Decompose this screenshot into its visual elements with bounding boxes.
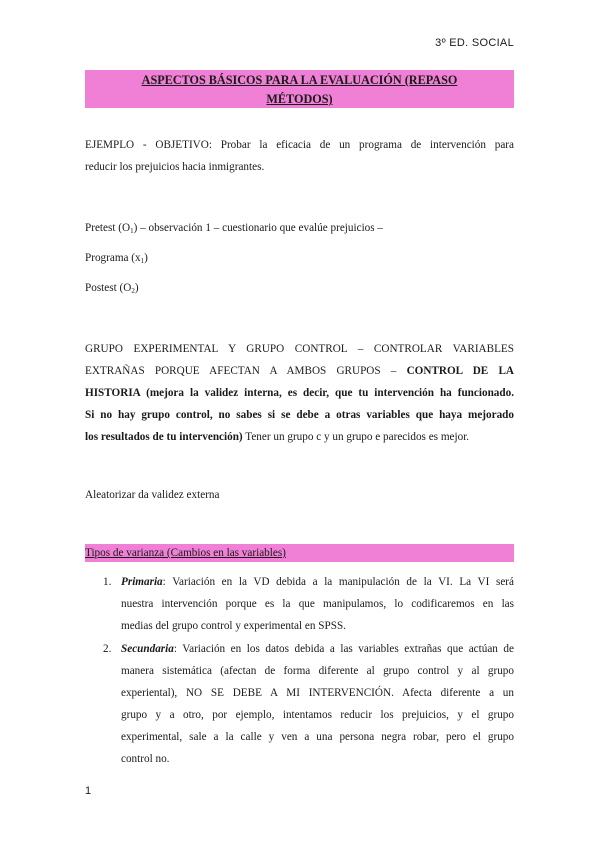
list-item-2-line-4: grupo y a otro, por ejemplo, intentamos reducir los prejuicios, y el grupo [121, 709, 514, 721]
section-heading [85, 544, 514, 562]
groups-line-5 [85, 426, 514, 448]
postest-label: Postest (O [85, 282, 132, 294]
pretest-label: Pretest (O [85, 222, 131, 234]
list-item-1-line-2: nuestra intervención porque es la que manipulamos, lo codificaremos en las [121, 598, 514, 610]
list-item-2-line-1-text: : Variación en los datos debida a las variables extrañas que actúan de [173, 643, 514, 655]
groups-line-2-bold: CONTROL DE LA [406, 365, 514, 377]
list-item-2-line-5: experimental, sale a la calle y ven a una persona negra robar, pero el grupo [121, 731, 514, 743]
title-line-1: ASPECTOS BÁSICOS PARA LA EVALUACIÓN (REPASO [141, 73, 458, 87]
pretest-line [85, 217, 514, 239]
groups-line-5-normal: Tener un grupo c y un grupo e parecidos es mejor. [242, 431, 470, 443]
randomize-note: Aleatorizar da validez externa [85, 489, 220, 501]
programa-label: Programa (x [85, 252, 141, 264]
list-item-1-line-1-text: : Variación en la VD debida a la manipulación de la VI. La VI será [162, 576, 514, 588]
groups-line-4 [85, 404, 514, 426]
programa-line [85, 247, 514, 269]
list-item-secundaria [121, 638, 514, 770]
groups-line-5-bold: los resultados de tu intervención) [85, 431, 243, 443]
list-item-1-number: 1. [103, 576, 112, 588]
example-objective-line-1: EJEMPLO - OBJETIVO: Probar la eficacia de un programa de intervención para [85, 139, 514, 151]
pretest-description: ) – observación 1 – cuestionario que evalúe prejuicios – [133, 222, 384, 234]
section-heading-text: Tipos de varianza (Cambios en las variables) [85, 547, 286, 559]
programa-subscript: 1 [140, 257, 145, 265]
postest-line [85, 277, 514, 299]
groups-line-2 [85, 360, 514, 382]
pretest-subscript: 1 [130, 227, 134, 235]
programa-close: ) [144, 252, 148, 264]
list-item-1-line-3: medias del grupo control y experimental en SPSS. [121, 620, 346, 632]
document-title [85, 70, 514, 108]
title-line-2: MÉTODOS) [266, 92, 333, 106]
groups-line-2-normal: EXTRAÑAS PORQUE AFECTAN A AMBOS GRUPOS – [85, 365, 407, 377]
header-course-label: 3º ED. SOCIAL [435, 37, 514, 49]
list-item-2-line-6: control no. [121, 753, 170, 765]
page-number: 1 [85, 785, 92, 797]
list-item-2-line-1 [121, 638, 514, 660]
list-item-primaria [121, 571, 514, 637]
groups-line-3 [85, 382, 514, 404]
list-item-1-term: Primaria [121, 576, 163, 588]
example-objective-line-2: reducir los prejuicios hacia inmigrantes. [85, 161, 265, 173]
groups-line-1: GRUPO EXPERIMENTAL Y GRUPO CONTROL – CONTROLAR VARIABLES [85, 343, 514, 355]
list-item-2-line-3: experiental), NO SE DEBE A MI INTERVENCIÓN. Afecta diferente a un [121, 687, 514, 699]
list-item-1-line-1 [121, 571, 514, 593]
list-item-2-number: 2. [103, 643, 112, 655]
list-item-2-line-2: manera sistemática (afectan de forma diferente al grupo control y al grupo [121, 665, 514, 677]
postest-subscript: 2 [131, 287, 135, 295]
groups-line-4-bold: Si no hay grupo control, no sabes si se debe a otras variables que haya mejorado [85, 409, 514, 421]
groups-line-3-bold: HISTORIA (mejora la validez interna, es decir, que tu intervención ha funcionado. [85, 387, 514, 399]
postest-close: ) [134, 282, 139, 294]
list-item-2-term: Secundaria [121, 643, 174, 655]
